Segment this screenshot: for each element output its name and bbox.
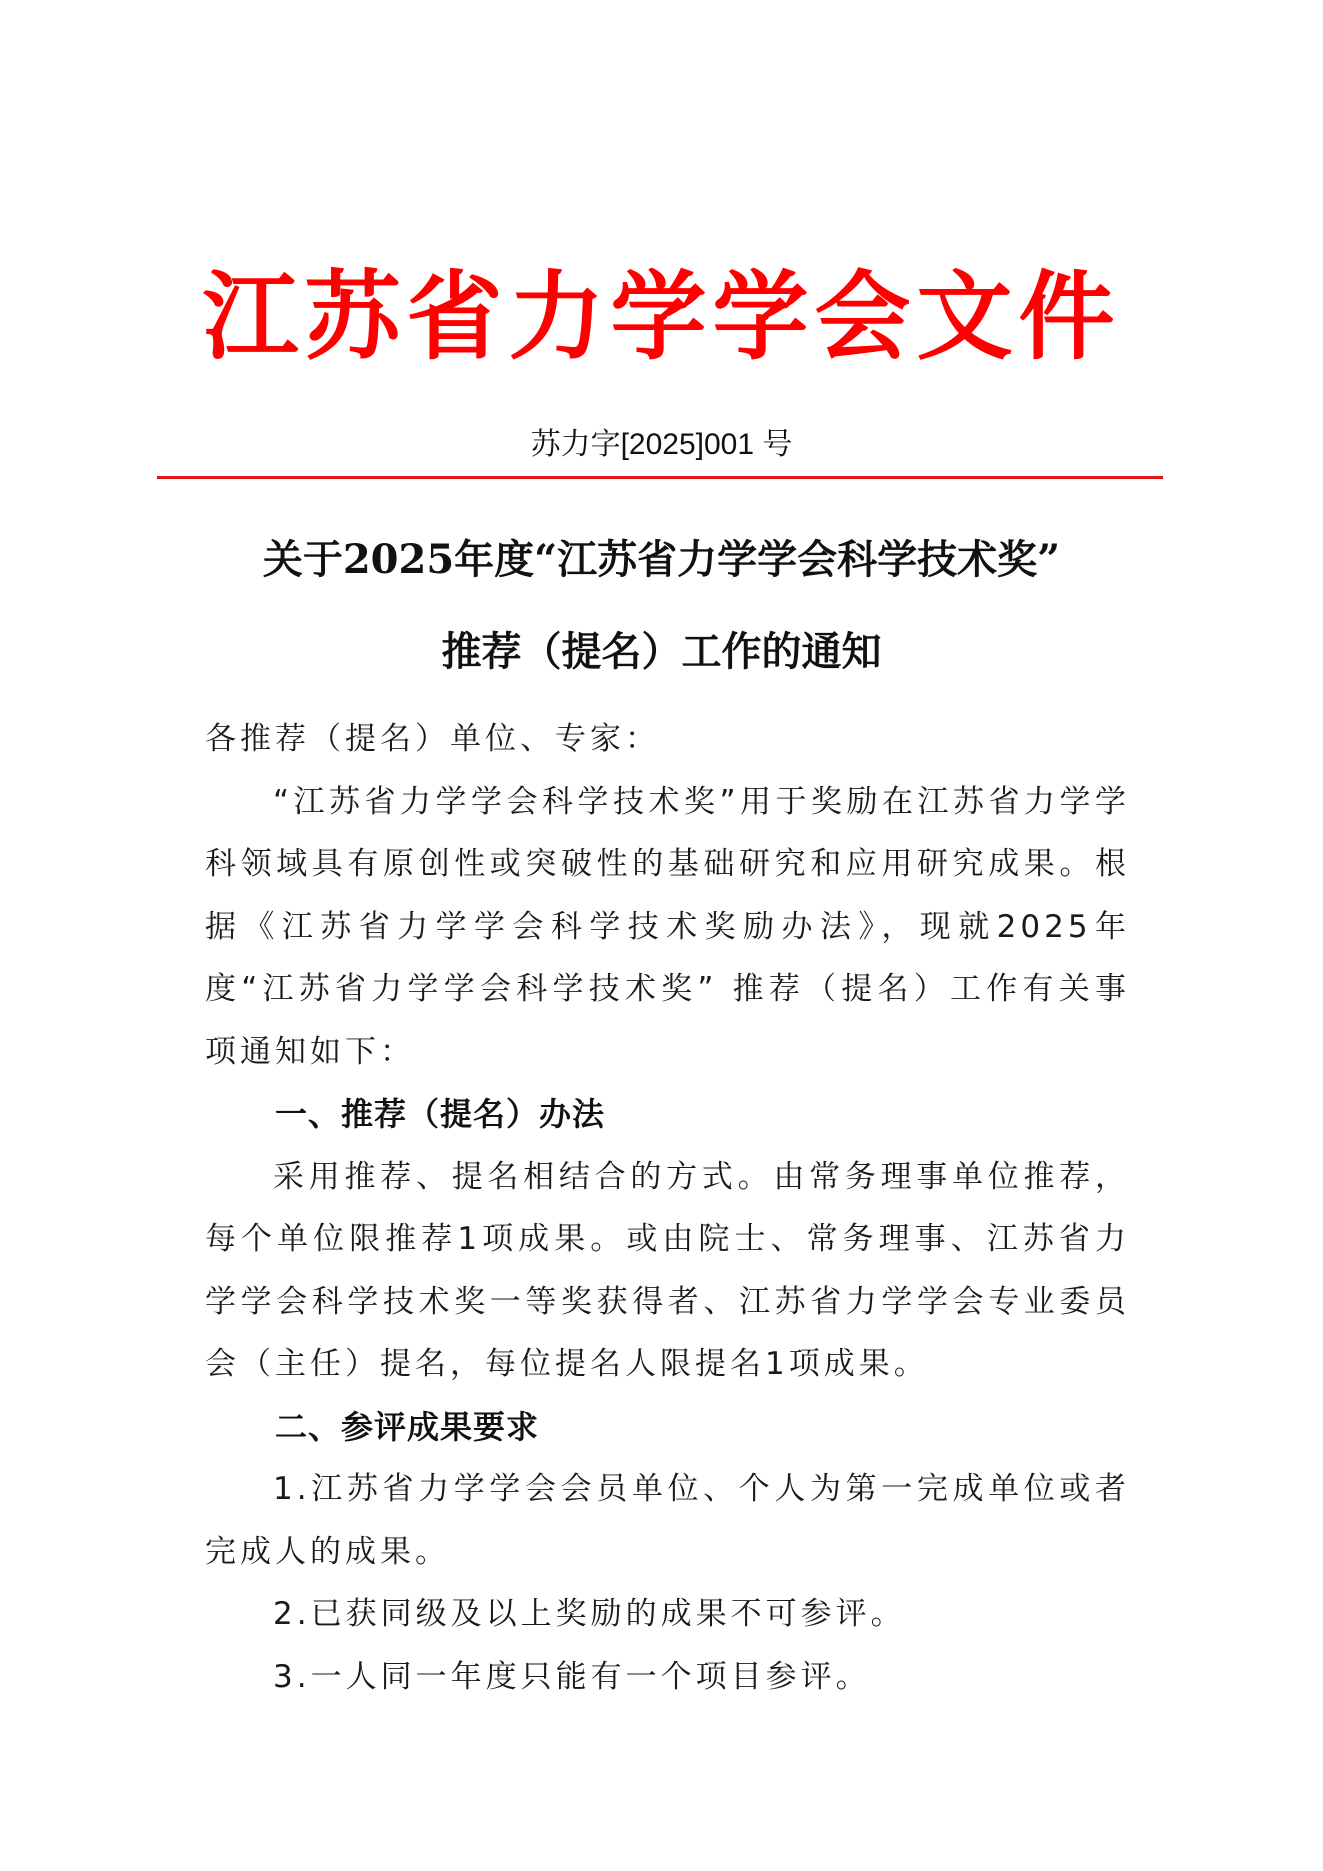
requirement-item-3: 3.一人同一年度只能有一个项目参评。 <box>273 1658 871 1695</box>
requirement-item-1: 1.江苏省力学学会会员单位、个人为第一完成单位或者完成人的成果。 <box>205 1471 1130 1570</box>
section-heading-1: 一、推荐（提名）办法 <box>275 1096 606 1132</box>
notice-title-line-1: 关于2025年度“江苏省力学学会科学技术奖” <box>262 536 1061 583</box>
notice-title-line-2: 推荐（提名）工作的通知 <box>441 628 882 675</box>
salutation: 各推荐（提名）单位、专家： <box>205 721 660 757</box>
section-heading-2: 二、参评成果要求 <box>275 1408 540 1445</box>
section-1-paragraph: 采用推荐、提名相结合的方式。由常务理事单位推荐，每个单位限推荐1项成果。或由院士、常务理事、江苏省力学学会科学技术奖一等奖获得者、江苏省力学学会专业委员会（主任）提名，每位提名人限提名1项成果。 <box>205 1158 1130 1382</box>
intro-paragraph: “江苏省力学学会科学技术奖”用于奖励在江苏省力学学科领域具有原创性或突破性的基础研究和应用研究成果。根据《江苏省力学学会科学技术奖励办法》，现就2025年度“江苏省力学学会科学技术奖” 推荐（提名）工作有关事项通知如下： <box>205 783 1130 1070</box>
document-body <box>205 708 1130 1708</box>
requirement-item-2: 2.已获同级及以上奖励的成果不可参评。 <box>273 1596 906 1632</box>
red-divider-line <box>157 476 1163 479</box>
document-number: 苏力字[2025]001 号 <box>530 428 793 461</box>
document-masthead: 江苏省力学学会文件 <box>202 260 1121 373</box>
